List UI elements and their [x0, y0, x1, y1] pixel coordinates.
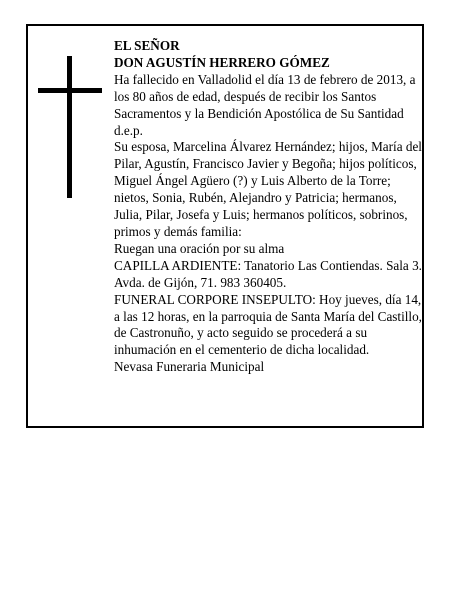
chapel-info: CAPILLA ARDIENTE: Tanatorio Las Contiendas. Sala 3. Avda. de Gijón, 71. 983 360405. — [114, 257, 422, 290]
funeral-home: Nevasa Funeraria Municipal — [114, 359, 265, 375]
latin-cross-icon — [38, 56, 102, 198]
family-list: Su esposa, Marcelina Álvarez Hernández; hijos, María del Pilar, Agustín, Francisco Javier y Begoña; hijos políticos, Miguel Ángel Agüero (?) y Luis Alberto de la Torre; nietos, Sonia, Rubén, Alejandro y Patricia; hermanos, Julia, Pilar, Josefa y Luis; hermanos políticos, sobrinos, primos y demás familia: — [114, 139, 422, 239]
notice-text — [114, 38, 424, 376]
notice-title: EL SEÑOR — [114, 38, 180, 53]
death-announcement: Ha fallecido en Valladolid el día 13 de febrero de 2013, a los 80 años de edad, después de recibir los Santos Sacramentos y la Bendición Apostólica de Su Santidad d.e.p. — [114, 71, 416, 138]
prayer-request: Ruegan una oración por su alma — [114, 240, 285, 256]
obituary-notice — [26, 24, 424, 428]
cross-horizontal-bar — [38, 88, 102, 93]
deceased-name: DON AGUSTÍN HERRERO GÓMEZ — [114, 54, 330, 70]
funeral-info: FUNERAL CORPORE INSEPULTO: Hoy jueves, día 14, a las 12 horas, en la parroquia de Santa María del Castillo, de Castronuño, y acto seguido se procederá a su inhumación en el cementerio de dicha localidad. — [114, 291, 422, 358]
cross-vertical-bar — [67, 56, 72, 198]
